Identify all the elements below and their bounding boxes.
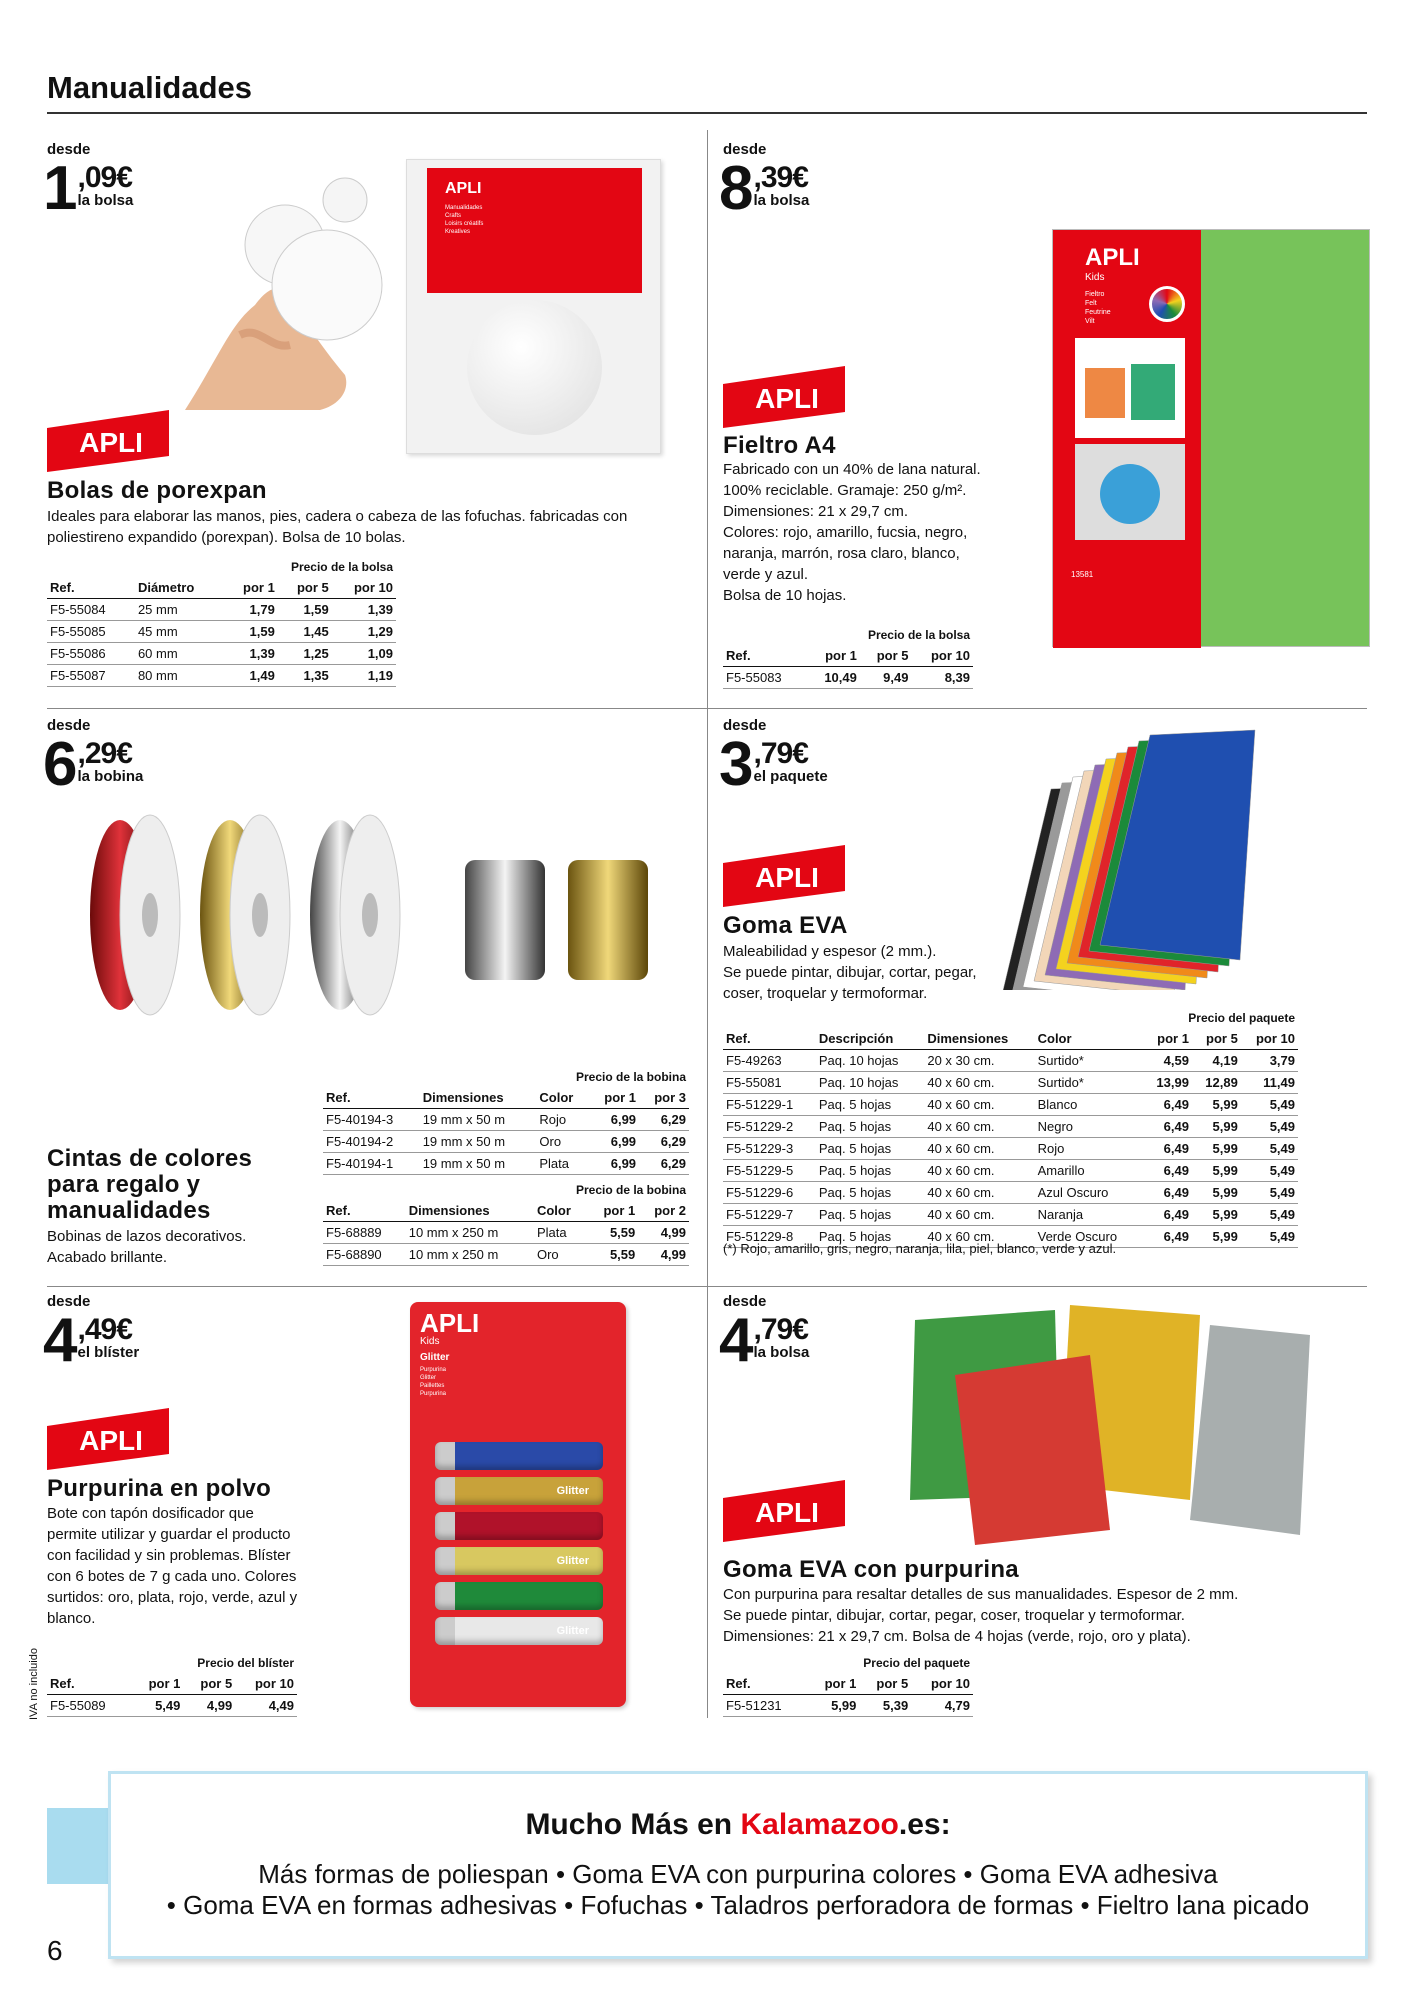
price-integer: 1 xyxy=(43,154,76,223)
price-table: Precio del paquete Ref. Descripción Dimensiones Color por 1 por 5 por 10 F5-49263 Paq. 10 hojas 20 x 30 cm. Surtido* 4,59 4,19 3,79 F5-55081 Paq. 10 hojas 40 x 60 cm. Surtido* 13,99 12,89 11,49 F5-51229-1 Paq. 5 hojas 40 x 60 cm. Blanco 6,49 5,99 5,49 F5-51229-2 Paq. 5 hojas 40 x 60 cm. Negro 6,49 5,99 5,49 F5-51229-3 Paq. 5 hojas 40 x 60 cm. Rojo 6,49 5,99 5,49 F5-51229-5 Paq. 5 hojas 40 x 60 cm. Amarillo 6,49 5,99 5,49 F5-51229-6 Paq. 5 hojas 40 x 60 cm. Azul Oscuro 6,49 5,99 5,49 F5-51229-7 Paq. 5 hojas 40 x 60 cm. Naranja 6,49 5,99 5,49 F5-51229-8 Paq. 5 hojas 40 x 60 cm. Verde Oscuro 6,49 5,99 5,49 xyxy=(723,1008,1298,1248)
product-title: Cintas de colores para regalo y manualidades xyxy=(47,1145,253,1224)
price-decimal: ,39€ xyxy=(753,161,808,194)
svg-text:APLI: APLI xyxy=(755,862,819,893)
table-row: F5-51229-3 Paq. 5 hojas 40 x 60 cm. Rojo 6,49 5,99 5,49 xyxy=(723,1138,1298,1160)
price-header: Precio de la bolsa xyxy=(867,628,970,642)
apli-logo xyxy=(47,1408,169,1470)
glitter-tube: Glitter xyxy=(435,1477,603,1505)
owl-photo xyxy=(1075,444,1185,540)
glitter-tube xyxy=(435,1442,603,1470)
hand-with-balls-image xyxy=(180,175,390,415)
price-unit: la bolsa xyxy=(753,1344,810,1361)
price-header: Precio del blíster xyxy=(197,1656,294,1670)
kalamazoo-link[interactable]: Kalamazoo xyxy=(740,1808,899,1841)
price-integer: 4 xyxy=(719,1306,752,1375)
product-title: Fieltro A4 xyxy=(723,432,836,459)
glitter-tube xyxy=(435,1512,603,1540)
pack-code: 13581 xyxy=(1071,570,1094,579)
table-row: F5-40194-3 19 mm x 50 m Rojo 6,99 6,29 xyxy=(323,1109,689,1131)
svg-text:APLI: APLI xyxy=(755,383,819,414)
bolas-package-image xyxy=(406,159,661,454)
foam-ball xyxy=(467,300,602,435)
table-row: F5-55081 Paq. 10 hojas 40 x 60 cm. Surtido* 13,99 12,89 11,49 xyxy=(723,1072,1298,1094)
table-row: F5-51229-6 Paq. 5 hojas 40 x 60 cm. Azul Oscuro 6,49 5,99 5,49 xyxy=(723,1182,1298,1204)
footer-line-2: • Goma EVA en formas adhesivas • Fofuchas • Taladros perforadora de formas • Fieltro lana picado xyxy=(166,1890,1310,1920)
price-purpurina xyxy=(43,1306,140,1375)
product-title: Goma EVA xyxy=(723,912,848,939)
table-row: F5-68889 10 mm x 250 m Plata 5,59 4,99 xyxy=(323,1222,689,1244)
price-unit: la bobina xyxy=(77,768,144,785)
title-rule xyxy=(47,112,1367,114)
svg-text:APLI: APLI xyxy=(79,1425,143,1456)
table-row: F5-51229-1 Paq. 5 hojas 40 x 60 cm. Blanco 6,49 5,99 5,49 xyxy=(723,1094,1298,1116)
svg-text:APLI: APLI xyxy=(79,427,143,458)
price-header: Precio de la bobina xyxy=(575,1070,686,1084)
product-title: Goma EVA con purpurina xyxy=(723,1556,1019,1583)
desde-label: desde xyxy=(47,717,91,734)
page-title: Manualidades xyxy=(47,70,252,105)
apli-logo xyxy=(723,845,845,907)
desde-label: desde xyxy=(47,141,91,158)
glitter-tube: Glitter xyxy=(435,1547,603,1575)
product-description: Ideales para elaborar las manos, pies, cadera o cabeza de las fofuchas. fabricadas con poliestireno expandido (porexpan). Bolsa de 10 bolas. xyxy=(47,508,628,546)
product-description: Bote con tapón dosificador que permite utilizar y guardar el producto con facilidad y sin problemas. Blíster con 6 botes de 7 g cada uno. Colores surtidos: oro, plata, rojo, verde, azul y blanco. xyxy=(47,1505,298,1627)
row-divider xyxy=(47,1286,1367,1287)
table-row: F5-51231 5,99 5,39 4,79 xyxy=(723,1695,973,1717)
page-number: 6 xyxy=(47,1935,63,1966)
price-decimal: ,79€ xyxy=(753,1313,808,1346)
price-header: Precio del paquete xyxy=(1188,1011,1295,1025)
footer-promo-box xyxy=(108,1771,1368,1959)
product-description: Maleabilidad y espesor (2 mm.). Se puede pintar, dibujar, cortar, pegar, coser, troquelar y termoformar. xyxy=(723,943,977,1002)
table-row: F5-40194-1 19 mm x 50 m Plata 6,99 6,29 xyxy=(323,1153,689,1175)
row-divider xyxy=(47,708,1367,709)
table-row: F5-51229-5 Paq. 5 hojas 40 x 60 cm. Amarillo 6,49 5,99 5,49 xyxy=(723,1160,1298,1182)
glitter-foam-sheets-image xyxy=(890,1300,1320,1550)
pack-brand: APLI xyxy=(1085,244,1140,271)
product-description: Bobinas de lazos decorativos. Acabado brillante. xyxy=(47,1228,247,1266)
price-decimal: ,49€ xyxy=(77,1313,132,1346)
table-row: F5-55085 45 mm 1,59 1,45 1,29 xyxy=(47,621,396,643)
desde-label: desde xyxy=(723,717,767,734)
price-integer: 8 xyxy=(719,154,752,223)
table-row: F5-51229-2 Paq. 5 hojas 40 x 60 cm. Negro 6,49 5,99 5,49 xyxy=(723,1116,1298,1138)
fieltro-package-image: APLI Kids Fieltro Felt Feutrine Vilt 13581 xyxy=(1052,229,1370,647)
column-divider xyxy=(707,130,708,1718)
price-bolas xyxy=(43,154,134,223)
price-integer: 4 xyxy=(43,1306,76,1375)
price-integer: 3 xyxy=(719,730,752,799)
product-description: Con purpurina para resaltar detalles de sus manualidades. Espesor de 2 mm. Se puede pintar, dibujar, cortar, pegar, coser, troquelar y termoformar. Dimensiones: 21 x 29,7 cm. Bolsa de 4 hojas (verde, rojo, oro y plata). xyxy=(723,1586,1239,1645)
vat-note: IVA no incluido xyxy=(28,1648,40,1720)
footnote: (*) Rojo, amarillo, gris, negro, naranja, lila, piel, blanco, verde y azul. xyxy=(723,1241,1117,1256)
table-row: F5-68890 10 mm x 250 m Oro 5,59 4,99 xyxy=(323,1244,689,1266)
table-row: F5-51229-7 Paq. 5 hojas 40 x 60 cm. Naranja 6,49 5,99 5,49 xyxy=(723,1204,1298,1226)
foam-sheets-image xyxy=(960,725,1260,990)
desde-label: desde xyxy=(723,1293,767,1310)
table-row: F5-55083 10,49 9,49 8,39 xyxy=(723,667,973,689)
svg-text:APLI: APLI xyxy=(755,1497,819,1528)
pack-brand: APLI xyxy=(420,1308,480,1338)
price-unit: el blíster xyxy=(77,1344,140,1361)
table-row: F5-55084 25 mm 1,79 1,59 1,39 xyxy=(47,599,396,621)
glitter-tube: Glitter xyxy=(435,1617,603,1645)
price-table: Precio del blíster Ref. por 1 por 5 por 10 F5-55089 5,49 4,99 4,49 xyxy=(47,1653,297,1717)
price-table: Precio de la bolsa Ref. por 1 por 5 por 10 F5-55083 10,49 9,49 8,39 xyxy=(723,625,973,689)
felt-craft-photo xyxy=(1075,338,1185,438)
price-header: Precio de la bolsa xyxy=(290,560,393,574)
table-row: F5-55086 60 mm 1,39 1,25 1,09 xyxy=(47,643,396,665)
table-row: F5-51229-8 Paq. 5 hojas 40 x 60 cm. Verde Oscuro 6,49 5,99 5,49 xyxy=(723,1226,1298,1248)
price-decimal: ,29€ xyxy=(77,737,132,770)
price-table-cintas-2: Precio de la bobina Ref. Dimensiones Color por 1 por 2 F5-68889 10 mm x 250 m Plata 5,59 4,99 F5-68890 10 mm x 250 m Oro 5,59 4,99 xyxy=(323,1180,689,1266)
color-wheel-icon xyxy=(1149,286,1185,322)
price-goma xyxy=(719,730,828,799)
pack-brand: APLI xyxy=(445,180,482,197)
product-description: Fabricado con un 40% de lana natural. 100% reciclable. Gramaje: 250 g/m². Dimensiones: 21 x 29,7 cm. Colores: rojo, amarillo, fucsia, negro, naranja, marrón, rosa claro, blanco, verde y azul. Bolsa de 10 hojas. xyxy=(723,461,981,604)
table-row: F5-55089 5,49 4,99 4,49 xyxy=(47,1695,297,1717)
table-row: F5-49263 Paq. 10 hojas 20 x 30 cm. Surtido* 4,59 4,19 3,79 xyxy=(723,1050,1298,1072)
price-unit: el paquete xyxy=(753,768,828,785)
product-title: Bolas de porexpan xyxy=(47,477,267,504)
glitter-tubes xyxy=(435,1442,603,1652)
price-fieltro xyxy=(719,154,810,223)
price-header: Precio de la bobina xyxy=(575,1183,686,1197)
apli-logo xyxy=(723,1480,845,1542)
price-cintas xyxy=(43,730,144,799)
price-unit: la bolsa xyxy=(77,192,134,209)
ribbon-spools-image xyxy=(90,805,680,1035)
table-row: F5-55087 80 mm 1,49 1,35 1,19 xyxy=(47,665,396,687)
price-decimal: ,79€ xyxy=(753,737,808,770)
table-row: F5-40194-2 19 mm x 50 m Oro 6,99 6,29 xyxy=(323,1131,689,1153)
price-goma-purpurina xyxy=(719,1306,810,1375)
apli-logo xyxy=(723,366,845,428)
glitter-blister-image: APLI Kids Glitter Purpurina Glitter Paillettes Purpurina Glitter Glitter Glitter xyxy=(410,1302,626,1707)
footer-heading: Mucho Más en Kalamazoo.es: xyxy=(525,1808,951,1841)
apli-logo xyxy=(47,410,169,472)
desde-label: desde xyxy=(723,141,767,158)
price-table: Precio de la bolsa Ref. Diámetro por 1 por 5 por 10 F5-55084 25 mm 1,79 1,59 1,39 F5-55085 45 mm 1,59 1,45 1,29 F5-55086 60 mm 1,39 1,25 1,09 F5-55087 80 mm 1,49 1,35 1,19 xyxy=(47,557,396,687)
footer-line-1: Más formas de poliespan • Goma EVA con purpurina colores • Goma EVA adhesiva xyxy=(258,1859,1218,1889)
price-integer: 6 xyxy=(43,730,76,799)
desde-label: desde xyxy=(47,1293,91,1310)
glitter-tube xyxy=(435,1582,603,1610)
price-table-cintas-1: Precio de la bobina Ref. Dimensiones Color por 1 por 3 F5-40194-3 19 mm x 50 m Rojo 6,99 6,29 F5-40194-2 19 mm x 50 m Oro 6,99 6,29 F5-40194-1 19 mm x 50 m Plata 6,99 6,29 xyxy=(323,1067,689,1175)
price-unit: la bolsa xyxy=(753,192,810,209)
price-decimal: ,09€ xyxy=(77,161,132,194)
pack-lines: Manualidades Crafts Loisirs créatifs Kreatives xyxy=(445,205,484,235)
price-table: Precio del paquete Ref. por 1 por 5 por 10 F5-51231 5,99 5,39 4,79 xyxy=(723,1653,973,1717)
product-title: Purpurina en polvo xyxy=(47,1475,272,1502)
price-header: Precio del paquete xyxy=(863,1656,970,1670)
